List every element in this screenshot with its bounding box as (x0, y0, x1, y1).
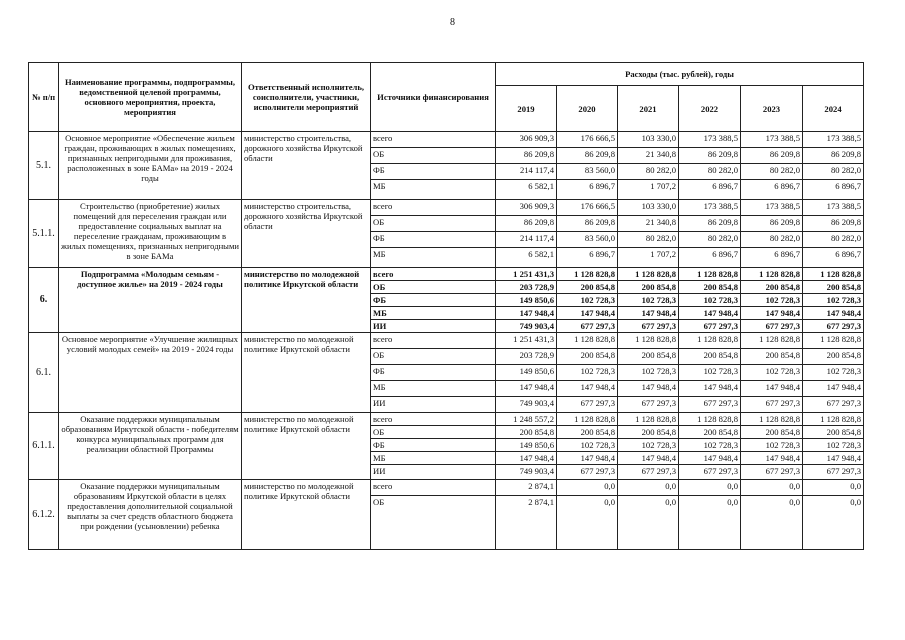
amount-cell: 200 854,8 (803, 349, 864, 365)
amount-cell: 102 728,3 (679, 365, 741, 381)
funding-source: всего (371, 480, 496, 496)
table-row (29, 413, 864, 426)
amount-cell: 0,0 (741, 496, 803, 550)
amount-cell: 83 560,0 (557, 164, 618, 180)
amount-cell: 749 903,4 (496, 397, 557, 413)
item-responsible: министерство по молодежной политике Иркутской области (242, 413, 371, 480)
item-responsible: министерство строительства, дорожного хозяйства Иркутской области (242, 132, 371, 200)
amount-cell: 677 297,3 (803, 465, 864, 480)
amount-cell: 1 128 828,8 (679, 413, 741, 426)
amount-cell: 677 297,3 (741, 465, 803, 480)
amount-cell: 200 854,8 (741, 349, 803, 365)
amount-cell: 0,0 (618, 480, 679, 496)
item-name: Оказание поддержки муниципальным образованиям Иркутской области в целях предоставления дополнительной социальной выплаты за счет средств областного бюджета при рождении (усыновлении) ребенка (59, 480, 242, 550)
table-row (29, 132, 864, 148)
amount-cell: 1 128 828,8 (557, 268, 618, 281)
amount-cell: 200 854,8 (803, 426, 864, 439)
item-responsible: министерство по молодежной политике Иркутской области (242, 268, 371, 333)
amount-cell: 147 948,4 (803, 452, 864, 465)
item-responsible: министерство по молодежной политике Иркутской области (242, 333, 371, 413)
amount-cell: 1 128 828,8 (557, 413, 618, 426)
amount-cell: 102 728,3 (618, 439, 679, 452)
amount-cell: 0,0 (679, 496, 741, 550)
amount-cell: 1 128 828,8 (679, 268, 741, 281)
amount-cell: 102 728,3 (741, 294, 803, 307)
amount-cell: 1 128 828,8 (741, 413, 803, 426)
item-name: Основное мероприятие «Улучшение жилищных условий молодых семей» на 2019 - 2024 годы (59, 333, 242, 413)
header-sources: Источники финансирования (371, 63, 496, 132)
funding-source: всего (371, 200, 496, 216)
amount-cell: 677 297,3 (803, 320, 864, 333)
amount-cell: 102 728,3 (741, 439, 803, 452)
amount-cell: 200 854,8 (496, 426, 557, 439)
amount-cell: 86 209,8 (803, 216, 864, 232)
amount-cell: 1 128 828,8 (618, 333, 679, 349)
amount-cell: 147 948,4 (741, 452, 803, 465)
amount-cell: 1 707,2 (618, 248, 679, 268)
amount-cell: 147 948,4 (496, 307, 557, 320)
item-name: Подпрограмма «Молодым семьям - доступное жилье» на 2019 - 2024 годы (59, 268, 242, 333)
amount-cell: 149 850,6 (496, 294, 557, 307)
amount-cell: 102 728,3 (557, 439, 618, 452)
header-no: № п/п (29, 63, 59, 132)
amount-cell: 80 282,0 (679, 164, 741, 180)
amount-cell: 102 728,3 (679, 294, 741, 307)
amount-cell: 6 582,1 (496, 180, 557, 200)
funding-source: МБ (371, 307, 496, 320)
amount-cell: 80 282,0 (741, 232, 803, 248)
amount-cell: 147 948,4 (618, 381, 679, 397)
amount-cell: 1 128 828,8 (741, 268, 803, 281)
amount-cell: 6 896,7 (741, 248, 803, 268)
amount-cell: 102 728,3 (557, 294, 618, 307)
amount-cell: 2 874,1 (496, 496, 557, 550)
amount-cell: 102 728,3 (618, 294, 679, 307)
amount-cell: 200 854,8 (741, 426, 803, 439)
amount-cell: 176 666,5 (557, 132, 618, 148)
amount-cell: 6 896,7 (803, 248, 864, 268)
budget-table (28, 62, 864, 550)
amount-cell: 21 340,8 (618, 148, 679, 164)
amount-cell: 6 896,7 (741, 180, 803, 200)
amount-cell: 203 728,9 (496, 349, 557, 365)
amount-cell: 102 728,3 (741, 365, 803, 381)
amount-cell: 147 948,4 (557, 307, 618, 320)
amount-cell: 749 903,4 (496, 465, 557, 480)
amount-cell: 102 728,3 (803, 294, 864, 307)
amount-cell: 1 128 828,8 (557, 333, 618, 349)
header-year: 2020 (557, 86, 618, 132)
amount-cell: 200 854,8 (679, 349, 741, 365)
amount-cell: 147 948,4 (557, 452, 618, 465)
amount-cell: 306 909,3 (496, 200, 557, 216)
funding-source: ОБ (371, 426, 496, 439)
item-name: Основное мероприятие «Обеспечение жильем граждан, проживающих в жилых помещениях, признанных непригодными для проживания, расположенных в зоне БАМа» на 2019 - 2024 годы (59, 132, 242, 200)
amount-cell: 200 854,8 (618, 349, 679, 365)
item-responsible: министерство по молодежной политике Иркутской области (242, 480, 371, 550)
amount-cell: 147 948,4 (741, 381, 803, 397)
item-number: 6.1.2. (29, 480, 59, 550)
amount-cell: 147 948,4 (496, 452, 557, 465)
item-responsible: министерство строительства, дорожного хозяйства Иркутской области (242, 200, 371, 268)
amount-cell: 200 854,8 (618, 281, 679, 294)
amount-cell: 200 854,8 (679, 281, 741, 294)
amount-cell: 102 728,3 (803, 439, 864, 452)
amount-cell: 749 903,4 (496, 320, 557, 333)
amount-cell: 147 948,4 (618, 452, 679, 465)
amount-cell: 6 896,7 (679, 180, 741, 200)
item-name: Строительство (приобретение) жилых помещений для переселения граждан или предоставление социальных выплат на переселение гражданам, проживающим в жилых помещениях, признанных непригодными в зоне БАМа (59, 200, 242, 268)
amount-cell: 147 948,4 (803, 381, 864, 397)
amount-cell: 677 297,3 (741, 320, 803, 333)
amount-cell: 147 948,4 (679, 452, 741, 465)
header-year: 2019 (496, 86, 557, 132)
amount-cell: 86 209,8 (679, 148, 741, 164)
funding-source: МБ (371, 248, 496, 268)
funding-source: ОБ (371, 216, 496, 232)
item-number: 6.1. (29, 333, 59, 413)
amount-cell: 677 297,3 (741, 397, 803, 413)
header-year: 2023 (741, 86, 803, 132)
amount-cell: 677 297,3 (803, 397, 864, 413)
amount-cell: 677 297,3 (618, 320, 679, 333)
amount-cell: 200 854,8 (618, 426, 679, 439)
amount-cell: 1 707,2 (618, 180, 679, 200)
amount-cell: 677 297,3 (618, 465, 679, 480)
funding-source: ИИ (371, 320, 496, 333)
amount-cell: 2 874,1 (496, 480, 557, 496)
amount-cell: 147 948,4 (803, 307, 864, 320)
funding-source: МБ (371, 452, 496, 465)
amount-cell: 147 948,4 (496, 381, 557, 397)
amount-cell: 677 297,3 (557, 397, 618, 413)
amount-cell: 203 728,9 (496, 281, 557, 294)
funding-source: ИИ (371, 465, 496, 480)
amount-cell: 200 854,8 (803, 281, 864, 294)
amount-cell: 149 850,6 (496, 439, 557, 452)
header-expenses: Расходы (тыс. рублей), годы (496, 63, 864, 86)
amount-cell: 86 209,8 (496, 148, 557, 164)
amount-cell: 173 388,5 (679, 132, 741, 148)
amount-cell: 677 297,3 (557, 320, 618, 333)
header-name: Наименование программы, подпрограммы, ведомственной целевой программы, основного мероприятия, проекта, мероприятия (59, 63, 242, 132)
amount-cell: 677 297,3 (679, 320, 741, 333)
amount-cell: 173 388,5 (741, 132, 803, 148)
amount-cell: 1 248 557,2 (496, 413, 557, 426)
header-year: 2021 (618, 86, 679, 132)
header-year: 2024 (803, 86, 864, 132)
amount-cell: 1 128 828,8 (618, 413, 679, 426)
item-name: Оказание поддержки муниципальным образованиям Иркутской области - победителям конкурса муниципальных программ для реализации областной Программы (59, 413, 242, 480)
amount-cell: 1 251 431,3 (496, 268, 557, 281)
amount-cell: 80 282,0 (803, 164, 864, 180)
amount-cell: 86 209,8 (679, 216, 741, 232)
table-row (29, 333, 864, 349)
amount-cell: 86 209,8 (496, 216, 557, 232)
funding-source: ФБ (371, 164, 496, 180)
amount-cell: 200 854,8 (679, 426, 741, 439)
amount-cell: 21 340,8 (618, 216, 679, 232)
amount-cell: 86 209,8 (741, 148, 803, 164)
table-row (29, 200, 864, 216)
amount-cell: 86 209,8 (557, 148, 618, 164)
table-row (29, 480, 864, 496)
amount-cell: 102 728,3 (679, 439, 741, 452)
amount-cell: 102 728,3 (803, 365, 864, 381)
amount-cell: 6 582,1 (496, 248, 557, 268)
amount-cell: 80 282,0 (679, 232, 741, 248)
item-number: 5.1.1. (29, 200, 59, 268)
amount-cell: 147 948,4 (679, 381, 741, 397)
amount-cell: 0,0 (557, 480, 618, 496)
amount-cell: 200 854,8 (557, 426, 618, 439)
amount-cell: 200 854,8 (741, 281, 803, 294)
amount-cell: 102 728,3 (618, 365, 679, 381)
funding-source: всего (371, 132, 496, 148)
funding-source: всего (371, 413, 496, 426)
funding-source: всего (371, 268, 496, 281)
amount-cell: 0,0 (618, 496, 679, 550)
funding-source: ОБ (371, 148, 496, 164)
amount-cell: 1 128 828,8 (618, 268, 679, 281)
amount-cell: 147 948,4 (679, 307, 741, 320)
amount-cell: 677 297,3 (618, 397, 679, 413)
amount-cell: 147 948,4 (557, 381, 618, 397)
amount-cell: 0,0 (803, 480, 864, 496)
page-number: 8 (450, 17, 455, 28)
table-body (29, 132, 864, 550)
amount-cell: 1 128 828,8 (803, 268, 864, 281)
amount-cell: 103 330,0 (618, 132, 679, 148)
amount-cell: 0,0 (679, 480, 741, 496)
amount-cell: 1 251 431,3 (496, 333, 557, 349)
funding-source: всего (371, 333, 496, 349)
funding-source: МБ (371, 180, 496, 200)
amount-cell: 677 297,3 (557, 465, 618, 480)
amount-cell: 80 282,0 (618, 164, 679, 180)
funding-source: ФБ (371, 439, 496, 452)
amount-cell: 1 128 828,8 (803, 333, 864, 349)
funding-source: ОБ (371, 349, 496, 365)
amount-cell: 0,0 (741, 480, 803, 496)
amount-cell: 200 854,8 (557, 281, 618, 294)
amount-cell: 1 128 828,8 (679, 333, 741, 349)
amount-cell: 80 282,0 (618, 232, 679, 248)
amount-cell: 6 896,7 (803, 180, 864, 200)
funding-source: ИИ (371, 397, 496, 413)
amount-cell: 214 117,4 (496, 164, 557, 180)
amount-cell: 6 896,7 (557, 248, 618, 268)
amount-cell: 103 330,0 (618, 200, 679, 216)
item-number: 6. (29, 268, 59, 333)
amount-cell: 0,0 (803, 496, 864, 550)
amount-cell: 6 896,7 (557, 180, 618, 200)
amount-cell: 214 117,4 (496, 232, 557, 248)
item-number: 5.1. (29, 132, 59, 200)
amount-cell: 173 388,5 (803, 200, 864, 216)
funding-source: ФБ (371, 365, 496, 381)
amount-cell: 0,0 (557, 496, 618, 550)
header-year: 2022 (679, 86, 741, 132)
amount-cell: 86 209,8 (741, 216, 803, 232)
amount-cell: 80 282,0 (741, 164, 803, 180)
amount-cell: 677 297,3 (679, 465, 741, 480)
amount-cell: 147 948,4 (741, 307, 803, 320)
amount-cell: 86 209,8 (557, 216, 618, 232)
amount-cell: 86 209,8 (803, 148, 864, 164)
amount-cell: 147 948,4 (618, 307, 679, 320)
funding-source: ОБ (371, 281, 496, 294)
amount-cell: 1 128 828,8 (741, 333, 803, 349)
amount-cell: 80 282,0 (803, 232, 864, 248)
amount-cell: 6 896,7 (679, 248, 741, 268)
funding-source: ФБ (371, 232, 496, 248)
amount-cell: 677 297,3 (679, 397, 741, 413)
header-responsible: Ответственный исполнитель, соисполнители, участники, исполнители мероприятий (242, 63, 371, 132)
amount-cell: 1 128 828,8 (803, 413, 864, 426)
amount-cell: 306 909,3 (496, 132, 557, 148)
funding-source: ОБ (371, 496, 496, 550)
table-header (29, 63, 864, 132)
amount-cell: 176 666,5 (557, 200, 618, 216)
amount-cell: 173 388,5 (679, 200, 741, 216)
item-number: 6.1.1. (29, 413, 59, 480)
amount-cell: 83 560,0 (557, 232, 618, 248)
funding-source: МБ (371, 381, 496, 397)
amount-cell: 173 388,5 (803, 132, 864, 148)
amount-cell: 173 388,5 (741, 200, 803, 216)
amount-cell: 102 728,3 (557, 365, 618, 381)
amount-cell: 200 854,8 (557, 349, 618, 365)
funding-source: ФБ (371, 294, 496, 307)
amount-cell: 149 850,6 (496, 365, 557, 381)
table-row (29, 268, 864, 281)
